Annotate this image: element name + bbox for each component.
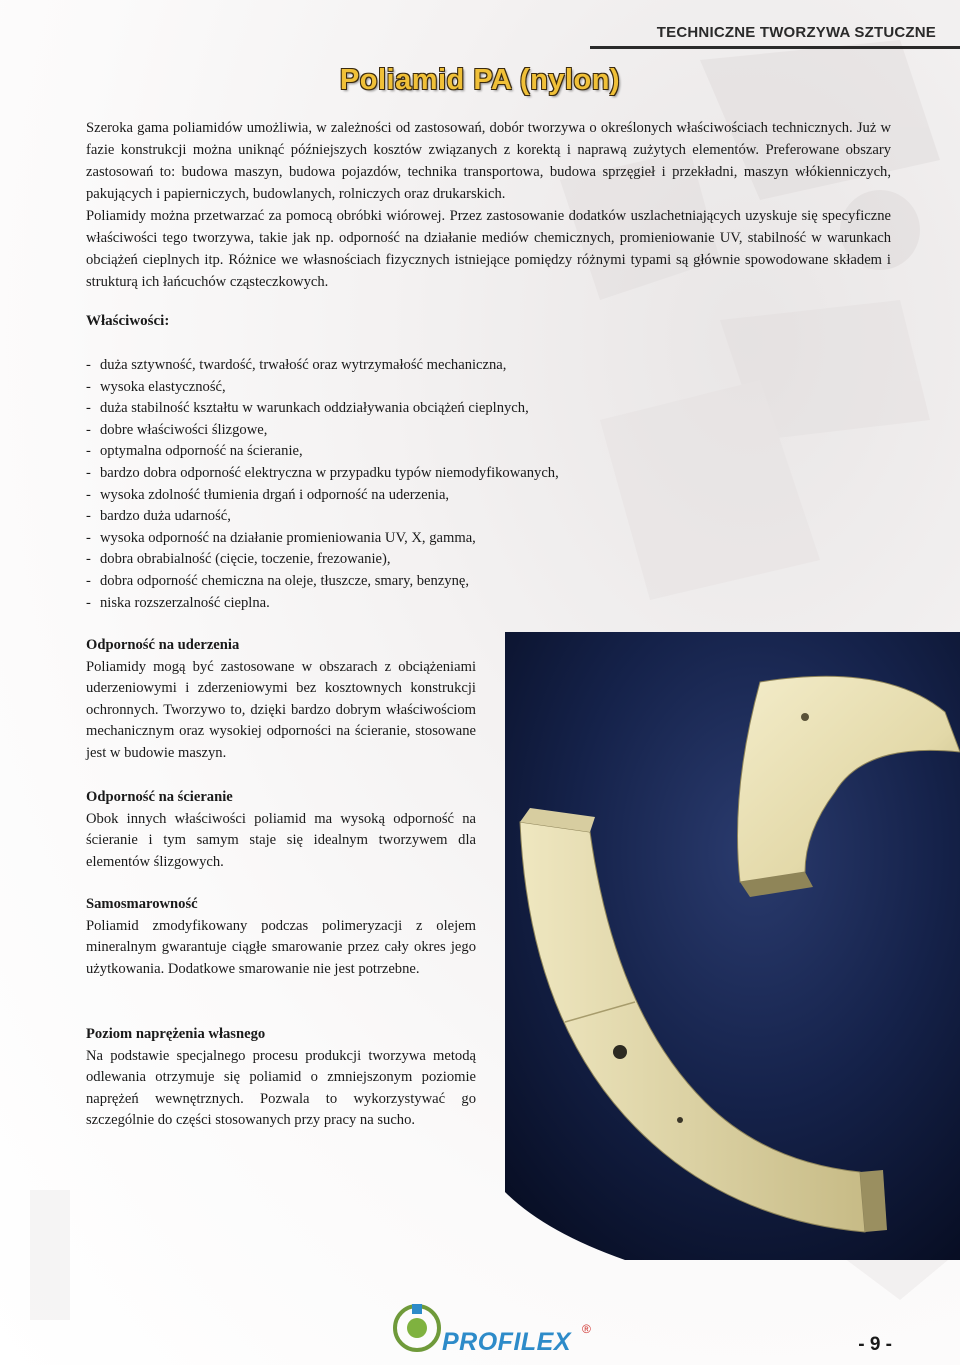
list-bullet: - bbox=[86, 529, 91, 546]
list-item bbox=[86, 528, 559, 550]
list-bullet: - bbox=[86, 508, 91, 525]
list-item bbox=[86, 398, 559, 420]
profilex-logo bbox=[372, 1298, 602, 1358]
section-text: Obok innych właściwości poliamid ma wysoką odporność na ścieranie i tym samym staje się idealnym tworzywem dla elementów ślizgowych. bbox=[86, 810, 476, 870]
page-number: - 9 - bbox=[858, 1334, 892, 1355]
list-item-text: duża stabilność kształtu w warunkach oddziaływania obciążeń cieplnych, bbox=[100, 400, 529, 417]
list-item-text: duża sztywność, twardość, trwałość oraz wytrzymałość mechaniczna, bbox=[100, 357, 507, 373]
lower-part-small-hole bbox=[677, 1117, 683, 1123]
list-item bbox=[86, 571, 559, 593]
list-bullet: - bbox=[86, 357, 91, 373]
logo-emblem-icon bbox=[372, 1298, 442, 1358]
section-text: Poliamidy mogą być zastosowane w obszarach z obciążeniami uderzeniowymi i zderzeniowymi bez kosztownych konstrukcji ochronnych. Tworzywo to, dzięki bardzo dobrym właściwościom mechanicznym oraz wysokiej odporności na ścieranie, stosowane jest w budowie maszyn. bbox=[86, 658, 476, 761]
list-item bbox=[86, 441, 559, 463]
product-photo bbox=[505, 632, 960, 1260]
list-item bbox=[86, 549, 559, 571]
section-title: Poziom naprężenia własnego bbox=[86, 1026, 266, 1042]
page-title: Poliamid PA (nylon) bbox=[339, 64, 621, 96]
section-title: Samosmarowność bbox=[86, 896, 198, 912]
list-item-text: dobra odporność chemiczna na oleje, tłuszcze, smary, benzynę, bbox=[100, 572, 470, 589]
section-title: Odporność na ścieranie bbox=[86, 789, 233, 805]
intro-text bbox=[86, 117, 891, 293]
registered-mark: ® bbox=[582, 1322, 591, 1336]
list-item-text: dobra obrabialność (cięcie, toczenie, frezowanie), bbox=[100, 551, 391, 568]
list-item-text: bardzo duża udarność, bbox=[100, 508, 231, 525]
list-item bbox=[86, 506, 559, 528]
list-item bbox=[86, 463, 559, 485]
lower-part-hole bbox=[613, 1045, 627, 1059]
properties-heading: Właściwości: bbox=[86, 313, 170, 329]
list-bullet: - bbox=[86, 486, 91, 503]
intro-paragraph-2: Poliamidy można przetwarzać za pomocą obróbki wiórowej. Przez zastosowanie dodatków uszlachetniających uzyskuje się specyficzne właściwości tego tworzywa, takie jak np. odporność na działanie mediów chemicznych, promieniowanie UV, stabilność w warunkach obciążeń cieplnych itp. Różnice we własnościach fizycznych istniejące pomiędzy różnymi typami są głównie spowodowane składem i strukturą ich łańcuchów cząsteczkowych. bbox=[86, 208, 891, 290]
list-bullet: - bbox=[86, 572, 91, 589]
list-bullet: - bbox=[86, 443, 91, 460]
logo-text: PROFILEX bbox=[442, 1328, 572, 1356]
list-item bbox=[86, 485, 559, 507]
section-text: Na podstawie specjalnego procesu produkcji tworzywa metodą odlewania otrzymuje się poliamid o zmniejszonym poziomie naprężeń wewnętrznych. Pozwala to wykorzystywać go szczególnie do części stosowanych przy pracy na sucho. bbox=[86, 1047, 476, 1129]
list-item-text: optymalna odporność na ścieranie, bbox=[100, 443, 303, 460]
section-abrasion-resistance bbox=[86, 787, 476, 873]
page-header bbox=[560, 0, 960, 52]
list-bullet: - bbox=[86, 464, 91, 481]
header-rule bbox=[590, 46, 960, 49]
list-item bbox=[86, 420, 559, 442]
section-internal-stress bbox=[86, 1024, 476, 1132]
section-impact-resistance bbox=[86, 635, 476, 765]
intro-paragraph-1: Szeroka gama poliamidów umożliwia, w zależności od zastosowań, dobór tworzywa o określonych właściwościach technicznych. Już w fazie konstrukcji można uniknąć późniejszych kosztów związanych z korektą i naprawą zużytych elementów. Preferowane obszary zastosowań to: budowa maszyn, budowa pojazdów, technika transportowa, budowa sprzęgieł i przekładni, maszyn włókienniczych, pakujących i papierniczych, budowlanych, rolniczych oraz drukarskich. bbox=[86, 120, 891, 202]
list-item-text: dobre właściwości ślizgowe, bbox=[100, 421, 268, 438]
list-bullet: - bbox=[86, 551, 91, 568]
list-item bbox=[86, 377, 559, 399]
list-item bbox=[86, 593, 559, 615]
section-text: Poliamid zmodyfikowany podczas polimeryzacji z olejem mineralnym gwarantuje ciągłe smarowanie przez cały okres jego użytkowania. Dodatkowe smarowanie nie jest potrzebne. bbox=[86, 917, 476, 977]
list-bullet: - bbox=[86, 400, 91, 417]
list-item-text: wysoka odporność na działanie promieniowania UV, X, gamma, bbox=[100, 529, 476, 546]
section-title: Odporność na uderzenia bbox=[86, 637, 240, 653]
properties-list bbox=[86, 355, 559, 614]
list-item-text: wysoka elastyczność, bbox=[100, 378, 226, 395]
list-bullet: - bbox=[86, 594, 91, 611]
list-item bbox=[86, 355, 559, 377]
upper-part-hole bbox=[801, 713, 809, 721]
section-self-lubrication bbox=[86, 894, 476, 980]
list-item-text: bardzo dobra odporność elektryczna w przypadku typów niemodyfikowanych, bbox=[100, 464, 559, 481]
list-bullet: - bbox=[86, 378, 91, 395]
list-item-text: niska rozszerzalność cieplna. bbox=[100, 594, 270, 611]
list-bullet: - bbox=[86, 421, 91, 438]
header-title: TECHNICZNE TWORZYWA SZTUCZNE bbox=[656, 24, 936, 41]
list-item-text: wysoka zdolność tłumienia drgań i odporność na uderzenia, bbox=[100, 486, 450, 503]
